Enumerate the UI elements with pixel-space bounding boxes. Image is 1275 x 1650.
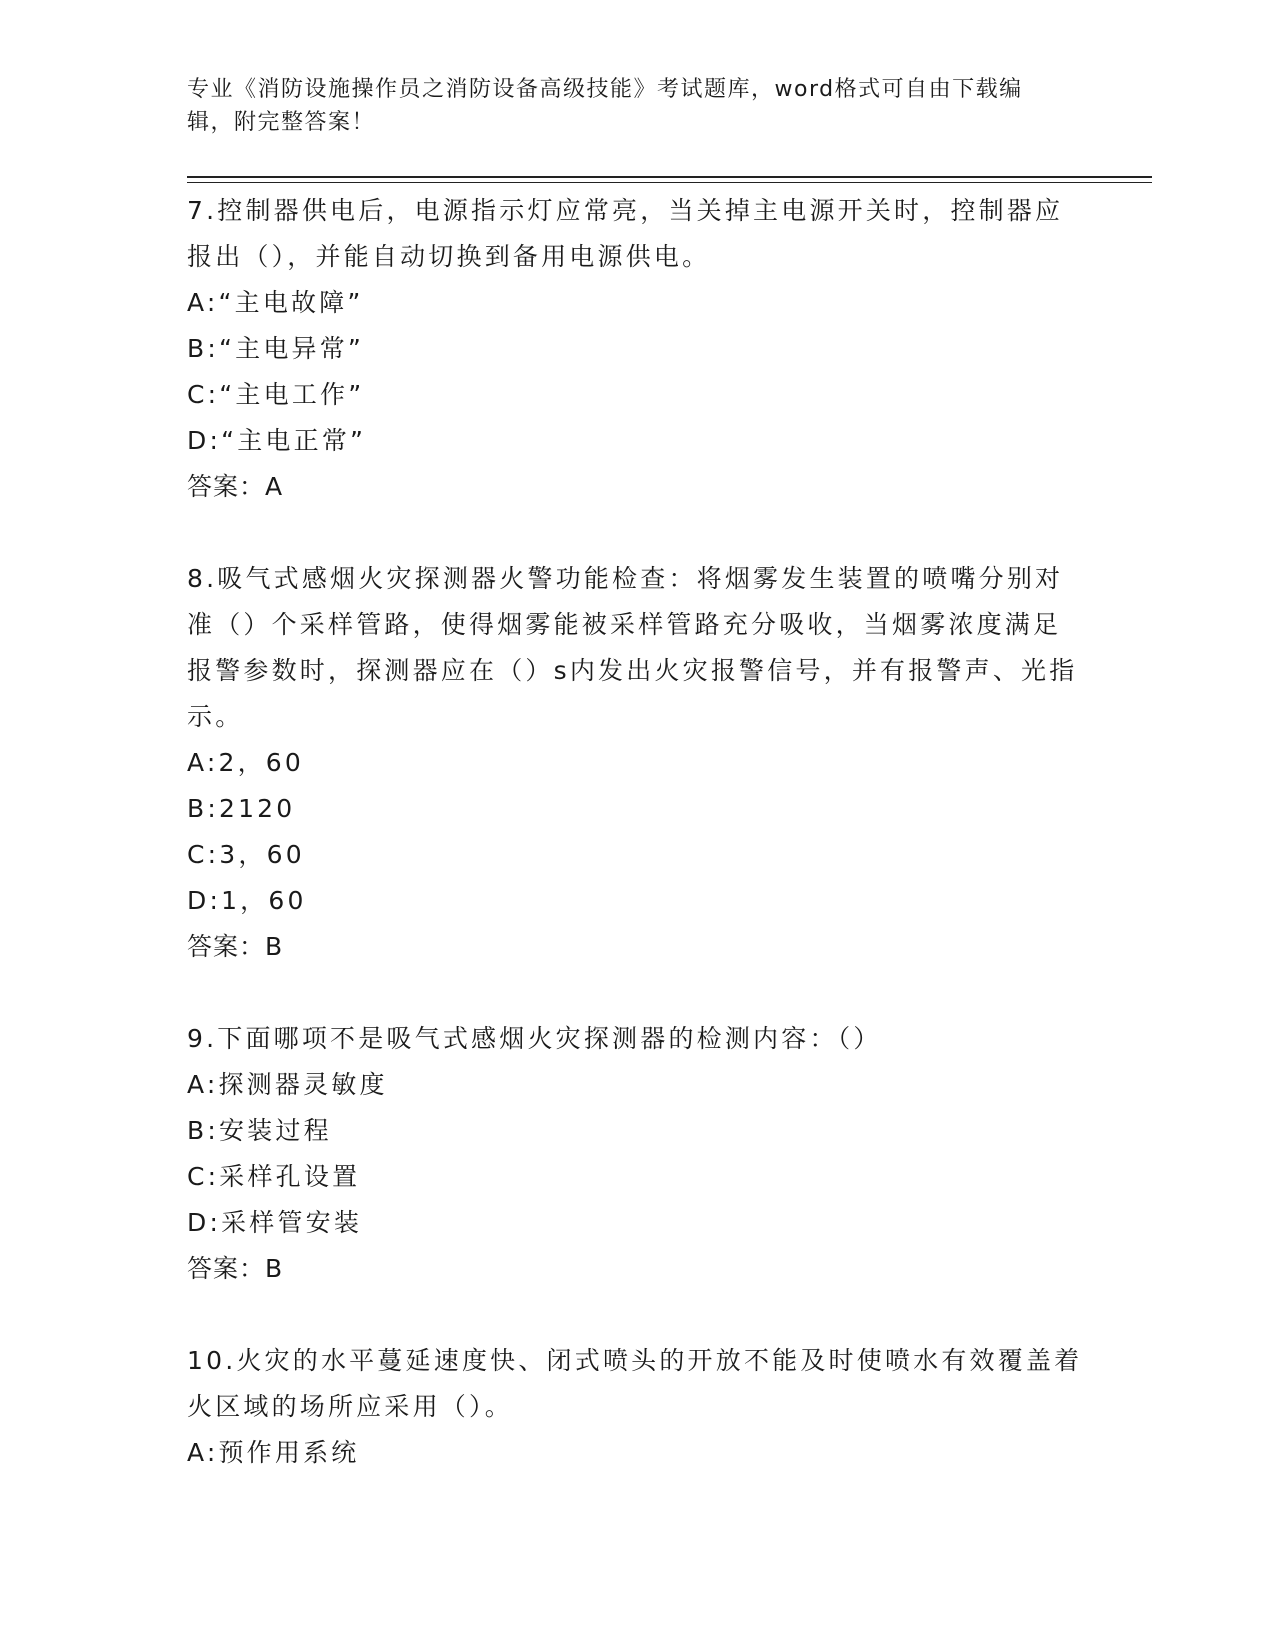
- option-a: A:“主电故障”: [187, 288, 364, 317]
- option-c: C:3，60: [187, 840, 305, 869]
- option-d: D:“主电正常”: [187, 426, 367, 455]
- option-d: D:采样管安装: [187, 1208, 363, 1237]
- header-divider-thick: [187, 176, 1152, 178]
- question-item: [187, 1338, 1087, 1476]
- question-spacer: [187, 1292, 1087, 1338]
- option-c: C:“主电工作”: [187, 380, 365, 409]
- question-text: 9.下面哪项不是吸气式感烟火灾探测器的检测内容：（）: [187, 1024, 882, 1053]
- option-c: C:采样孔设置: [187, 1162, 361, 1191]
- question-item: [187, 188, 1087, 510]
- question-text: 10.火灾的水平蔓延速度快、闭式喷头的开放不能及时使喷水有效覆盖着火区域的场所应采用（）。: [187, 1346, 1083, 1421]
- answer-text: 答案：B: [187, 932, 284, 961]
- document-header: 专业《消防设施操作员之消防设备高级技能》考试题库，word格式可自由下载编辑，附完整答案！: [187, 77, 1023, 135]
- question-spacer: [187, 510, 1087, 556]
- answer-text: 答案：A: [187, 472, 284, 501]
- question-text: 8.吸气式感烟火灾探测器火警功能检查：将烟雾发生装置的喷嘴分别对准（）个采样管路，使得烟雾能被采样管路充分吸收，当烟雾浓度满足报警参数时，探测器应在（）s内发出火灾报警信号，并有报警声、光指示。: [187, 564, 1078, 731]
- header-divider-thin: [187, 182, 1152, 183]
- question-text: 7.控制器供电后，电源指示灯应常亮，当关掉主电源开关时，控制器应报出（），并能自动切换到备用电源供电。: [187, 196, 1064, 271]
- option-b: B:安装过程: [187, 1116, 332, 1145]
- option-a: A:2，60: [187, 748, 305, 777]
- option-d: D:1，60: [187, 886, 307, 915]
- option-b: B:“主电异常”: [187, 334, 365, 363]
- answer-text: 答案：B: [187, 1254, 284, 1283]
- question-list: [187, 188, 1087, 1476]
- question-item: [187, 556, 1087, 970]
- option-b: B:2120: [187, 794, 296, 823]
- option-a: A:预作用系统: [187, 1438, 360, 1467]
- option-a: A:探测器灵敏度: [187, 1070, 388, 1099]
- question-spacer: [187, 970, 1087, 1016]
- question-item: [187, 1016, 1087, 1292]
